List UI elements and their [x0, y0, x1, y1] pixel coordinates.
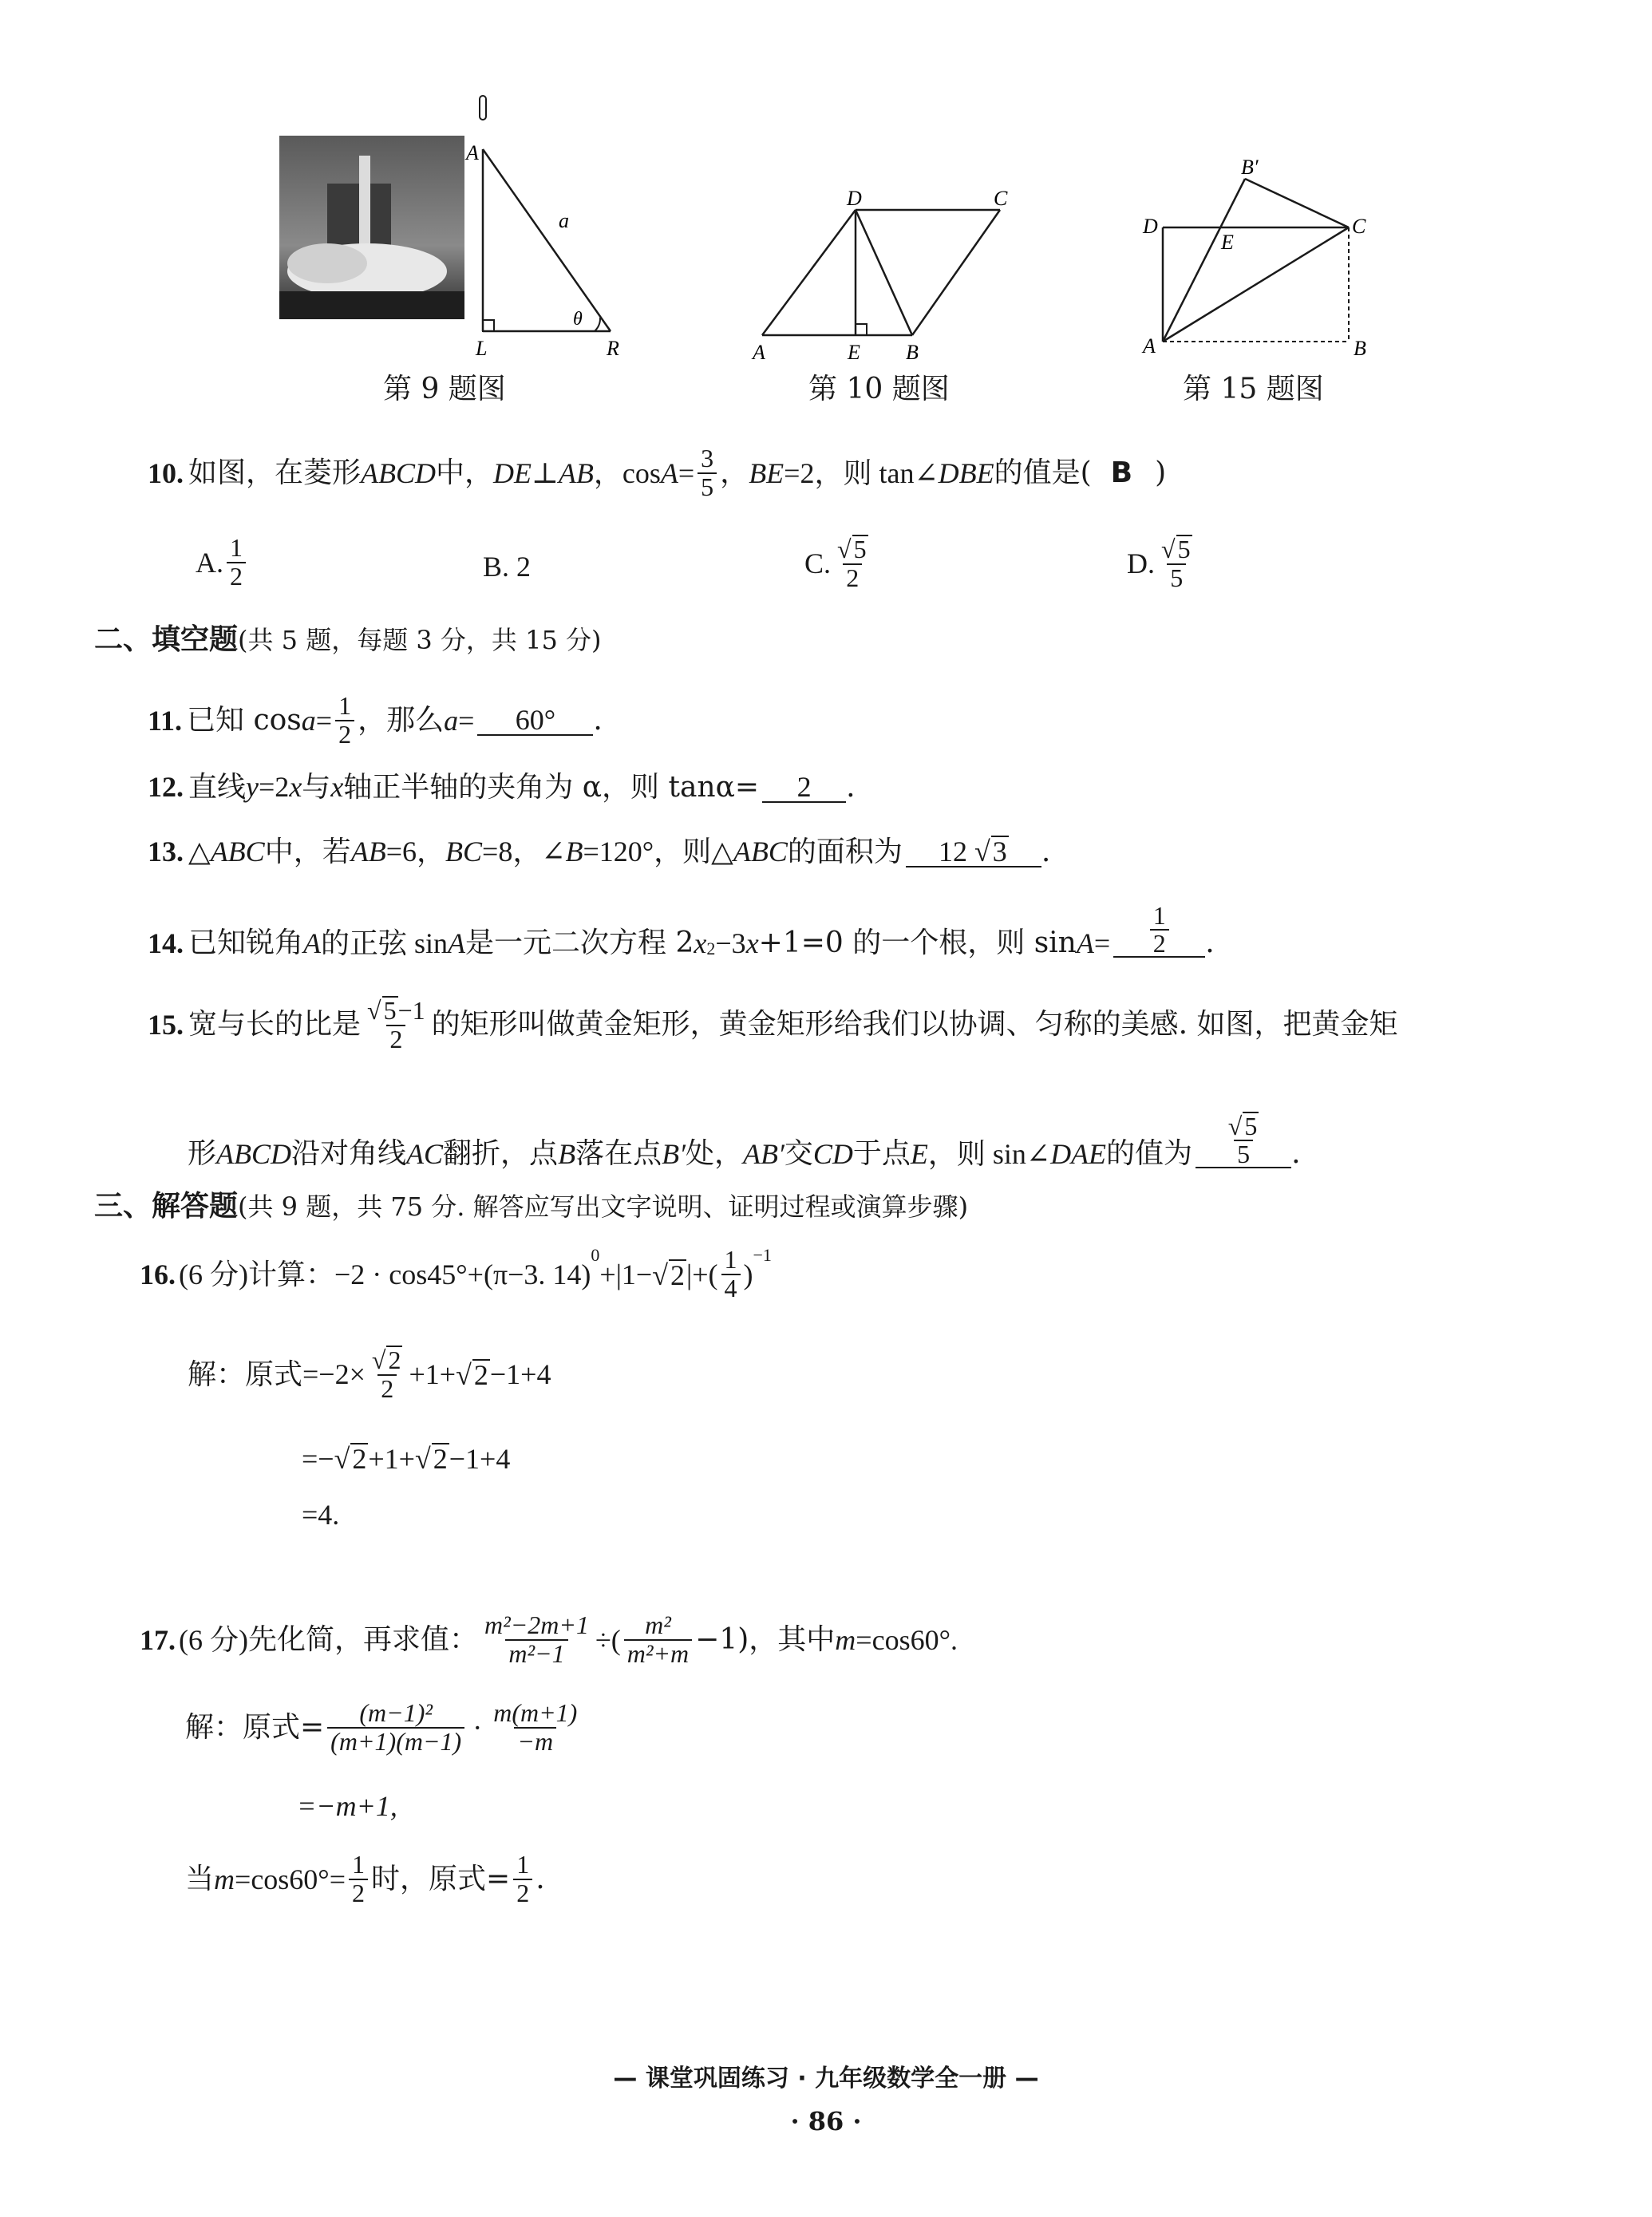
- answer: B: [1110, 456, 1133, 489]
- label-c: C: [1352, 215, 1366, 238]
- answer-blank: 2: [762, 773, 846, 803]
- label-a-vertex: A: [466, 141, 479, 164]
- section-3-heading: 三、解答题(共 9 题，共 75 分. 解答应写出文字说明、证明过程或演算步骤): [94, 1190, 969, 1223]
- label-a: A: [753, 341, 765, 364]
- question-17: 17. (6 分) 先化简，再求值： $\frac{\text{m²−2m+1}}{\text{m²−1}}$ ÷( $\frac{\text{m²}}{\text{m²+m}}$ −1)，其中 m =cos60°.: [140, 1610, 958, 1668]
- figure-9: [279, 92, 638, 405]
- question-15-line2: 形 ABCD 沿对角线 AC 翻折，点 B 落在点 B′ 处， AB′ 交 CD 于点 E ，则 sin∠ DAE 的值为 $\frac{√5}{5}$ .: [188, 1111, 1301, 1170]
- q16-solution-line1: 解：原式=−2× $\frac{√2}{2}$ +1+ √2 −1+4: [188, 1346, 551, 1403]
- answer-blank: $\frac{√5}{5}$: [1196, 1112, 1291, 1168]
- label-a: A: [1143, 334, 1156, 358]
- option-d: D. $\frac{√5}{5}$: [1127, 535, 1191, 592]
- label-e: E: [1221, 231, 1234, 254]
- q16-solution-line3: =4.: [302, 1499, 340, 1531]
- question-16: 16. (6 分) 计算：−2 · cos45°+(π−3. 14) $^0$ +|1− √2 |+( $\frac{1}{4}$ ) $^{-1}$: [140, 1245, 772, 1302]
- label-b: B: [906, 341, 919, 364]
- question-11: 11. 已知 cos a = $\frac{1}{2}$ ，那么 a = 60° .: [148, 691, 603, 749]
- caption-fig9: 第 9 题图: [383, 373, 506, 405]
- answer-blank: $\frac{1}{2}$: [1113, 903, 1205, 958]
- question-14: 14. 已知锐角 A 的正弦 sin A 是一元二次方程 2 x 2 −3 x +1=0 的一个根，则 sin A = $\frac{1}{2}$ .: [148, 900, 1215, 959]
- label-l: L: [476, 337, 488, 360]
- option-b: B. 2: [483, 551, 532, 583]
- label-a-side: a: [559, 209, 569, 232]
- label-b: B: [1354, 337, 1366, 360]
- question-13: 13. △ ABC 中，若 AB =6， BC =8，∠ B =120°，则△ ABC 的面积为 12 √3 .: [148, 836, 1051, 868]
- triangle-alr: [466, 92, 638, 360]
- label-theta: θ: [573, 309, 583, 330]
- label-b-prime: B′: [1241, 156, 1259, 179]
- figure-15: [1133, 152, 1389, 415]
- label-c: C: [994, 187, 1008, 210]
- q17-solution-line2: =−m+1,: [297, 1790, 397, 1822]
- question-12: 12. 直线 y =2 x 与 x 轴正半轴的夹角为 α，则 tanα= 2 .: [148, 771, 856, 804]
- q17-solution-line3: 当 m =cos60°= $\frac{1}{2}$ 时，原式= $\frac{1}{2}$ .: [185, 1850, 545, 1907]
- caption-fig10: 第 10 题图: [808, 373, 950, 405]
- golden-rectangle: [1133, 152, 1389, 359]
- option-c: C. $\frac{√5}{2}$: [804, 535, 867, 592]
- option-a: A. $\frac{1}{2}$: [196, 535, 249, 590]
- section-2-heading: 二、填空题(共 5 题，每题 3 分，共 15 分): [94, 623, 602, 656]
- rhombus-abcd: [746, 180, 1033, 363]
- page-number: · 86 ·: [790, 2106, 862, 2136]
- rocket-photo: [279, 136, 464, 319]
- q16-solution-line2: =− √2 +1+ √2 −1+4: [302, 1443, 511, 1475]
- q17-solution-line1: 解：原式= $\frac{\text{(m−1)²}}{(m+1)(m-1)}$ · $\frac{m(m+1)}{-m}$: [185, 1698, 578, 1756]
- fraction: $\frac{3}{5}$: [698, 445, 717, 500]
- label-r: R: [607, 337, 619, 360]
- question-15: 15. 宽与长的比是 $\frac{√5-1}{2}$ 的矩形叫做黄金矩形，黄金矩形给我们以协调、匀称的美感. 如图，把黄金矩: [148, 996, 1398, 1053]
- answer-blank: 12 √3: [906, 836, 1041, 867]
- answer-blank: 60°: [477, 705, 593, 736]
- label-e: E: [848, 341, 860, 364]
- footer-title: — 课堂巩固练习 · 九年级数学全一册 —: [613, 2065, 1039, 2093]
- label-d: D: [1143, 215, 1158, 238]
- label-d: D: [847, 187, 862, 210]
- question-10: 10. 如图，在菱形 ABCD 中， DE⊥AB ，cos A = $\frac{3}{5}$ ， BE =2，则 tan∠ DBE 的值是( B ): [148, 444, 1167, 501]
- figure-10: [746, 180, 1033, 411]
- question-number: 10.: [148, 456, 184, 489]
- caption-fig15: 第 15 题图: [1183, 373, 1324, 405]
